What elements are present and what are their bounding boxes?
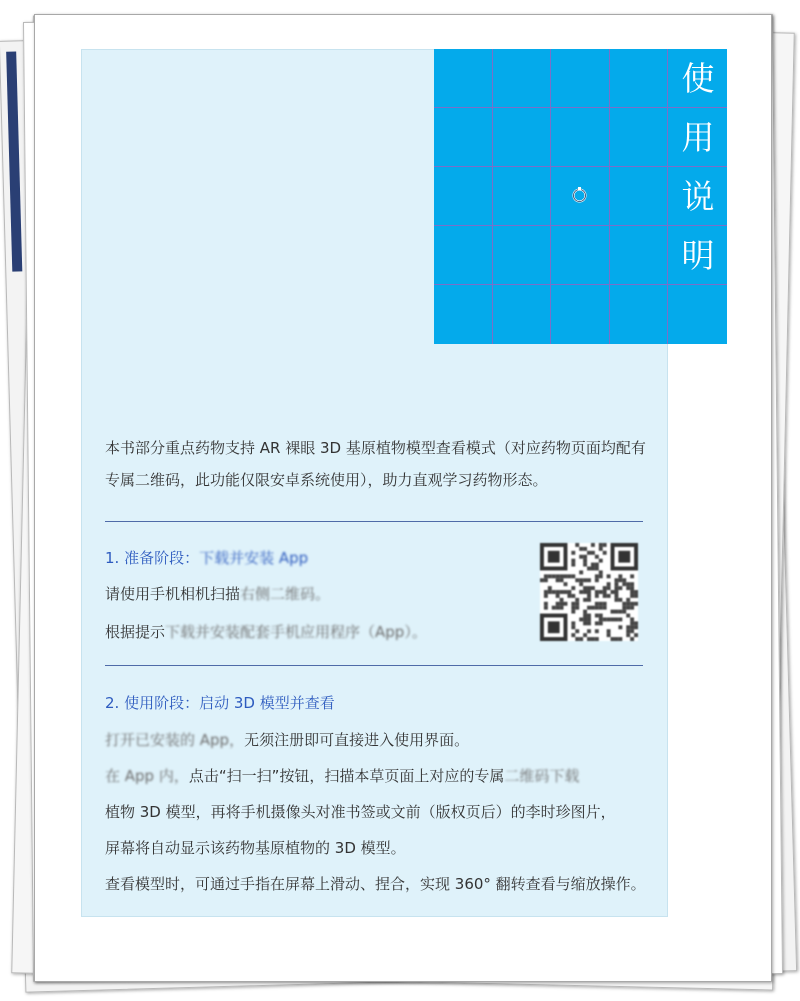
grid-cell: [610, 226, 669, 285]
grid-cell: [493, 49, 552, 108]
grid-cell: [551, 226, 610, 285]
grid-cell: [434, 226, 493, 285]
step1-title-prefix: 1. 准备阶段：: [105, 549, 200, 567]
qr-code: [540, 543, 638, 641]
step2-line3: 植物 3D 模型，再将手机摄像头对准书签或文前（版权页后）的李时珍图片，: [105, 803, 616, 821]
grid-cell: [434, 167, 493, 226]
step1-line2-blurred: 下载并安装配套手机应用程序（App）。: [165, 623, 427, 641]
grid-cell: [493, 108, 552, 167]
ring-icon: [571, 186, 588, 203]
step1-line1: [105, 583, 330, 604]
intro-paragraph: 本书部分重点药物支持 AR 裸眼 3D 基原植物模型查看模式（对应药物页面均配有专属二维码，此功能仅限安卓系统使用），助力直观学习药物形态。: [105, 439, 646, 489]
step1-line2: [105, 621, 427, 642]
step1-line2-text: 根据提示: [105, 623, 166, 641]
step2-line2: [105, 765, 579, 786]
grid-cell: [434, 108, 493, 167]
step1-line1-blurred: 右侧二维码。: [240, 585, 331, 603]
grid-cell: [434, 49, 493, 108]
step2-line1-blurred: 打开已安装的 App，: [105, 731, 245, 749]
step2-line4: 屏幕将自动显示该药物基原植物的 3D 模型。: [105, 839, 406, 857]
title-char: 说: [681, 177, 715, 216]
step2-line2-blurred-end: 二维码下载: [504, 767, 580, 785]
grid-cell: [551, 108, 610, 167]
step2-title: 2. 使用阶段：启动 3D 模型并查看: [105, 694, 335, 712]
grid-cell: [610, 49, 669, 108]
grid-cell: [610, 285, 669, 344]
step2-line1: [105, 729, 469, 750]
page-title: [669, 49, 727, 285]
title-char: 用: [681, 118, 715, 157]
grid-cell: [668, 285, 727, 344]
step2-line5: 查看模型时，可通过手指在屏幕上滑动、捏合，实现 360° 翻转查看与缩放操作。: [105, 875, 646, 893]
step1-title-rest: 下载并安装 App: [199, 549, 309, 567]
grid-cell: [493, 226, 552, 285]
step1-line1-text: 请使用手机相机扫描: [105, 585, 241, 603]
grid-cell: [493, 167, 552, 226]
title-char: 明: [681, 236, 715, 275]
grid-cell: [434, 285, 493, 344]
step2-line2-text: 点击“扫一扫”按钮，扫描本草页面上对应的专属: [188, 767, 505, 785]
step1-title: [105, 547, 308, 568]
grid-cell: [610, 167, 669, 226]
grid-cell: [610, 108, 669, 167]
section-divider: [105, 665, 643, 666]
grid-cell: [551, 49, 610, 108]
section-divider: [105, 521, 643, 522]
title-char: 使: [681, 59, 715, 98]
step2-line2-blurred: 在 App 内，: [105, 767, 189, 785]
step2-line1-text: 无须注册即可直接进入使用界面。: [244, 731, 470, 749]
grid-cell: [493, 285, 552, 344]
grid-cell: [551, 285, 610, 344]
